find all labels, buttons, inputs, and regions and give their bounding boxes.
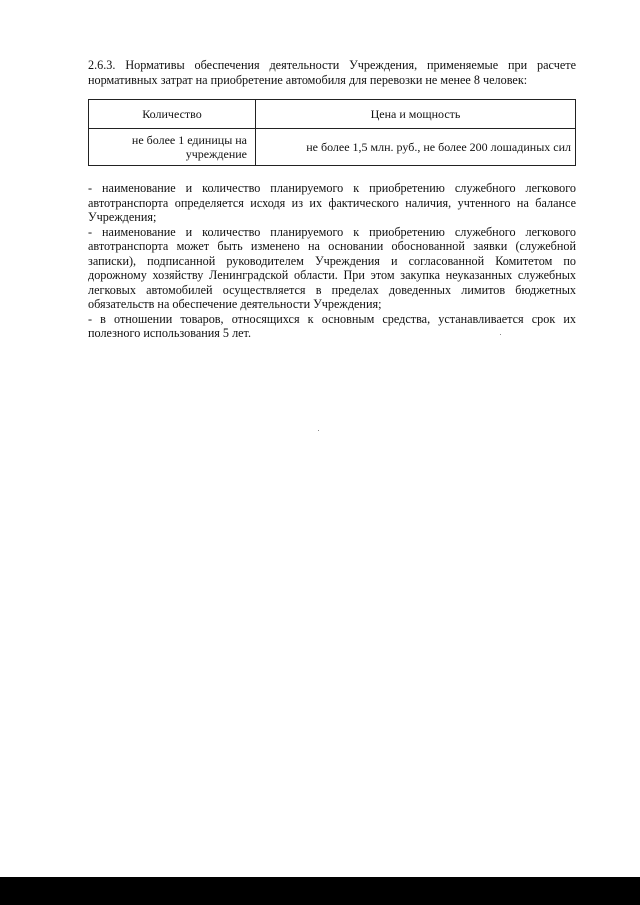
body-text: [88, 181, 576, 341]
scan-speck: [318, 430, 319, 431]
paragraph-useful-life: - в отношении товаров, относящихся к основным средства, устанавливается срок их полезного использования 5 лет.: [88, 311, 576, 340]
scan-border-band: [0, 877, 640, 905]
paragraph-fleet-composition: - наименование и количество планируемого к приобретению служебного легкового автотранспорта определяется исходя из их фактического наличия, учтенного на балансе Учреждения;: [88, 181, 576, 224]
column-header-quantity: Количество: [89, 100, 256, 129]
scan-speck: [500, 334, 501, 335]
section-heading: 2.6.3. Нормативы обеспечения деятельности Учреждения, применяемые при расчете нормативных затрат на приобретение автомобиля для перевозки не менее 8 человек:: [88, 58, 576, 87]
cell-price-power: не более 1,5 млн. руб., не более 200 лошадиных сил: [256, 129, 576, 166]
paragraph-fleet-changes: - наименование и количество планируемого к приобретению служебного легкового автотранспорта может быть изменено на основании обоснованной заявки (служебной записки), подписанной руководителем Учреждения и согласованной Комитетом по дорожному хозяйству Ленинградской области. При этом закупка неуказанных служебных легковых автомобилей осуществляется в пределах доведенных лимитов бюджетных обязательств на обеспечение деятельности Учреждения;: [88, 224, 576, 311]
norms-table: [88, 99, 576, 166]
cell-quantity: не более 1 единицы на учреждение: [89, 129, 256, 166]
table-header-row: [89, 100, 576, 129]
column-header-price-power: Цена и мощность: [256, 100, 576, 129]
table-row: [89, 129, 576, 166]
